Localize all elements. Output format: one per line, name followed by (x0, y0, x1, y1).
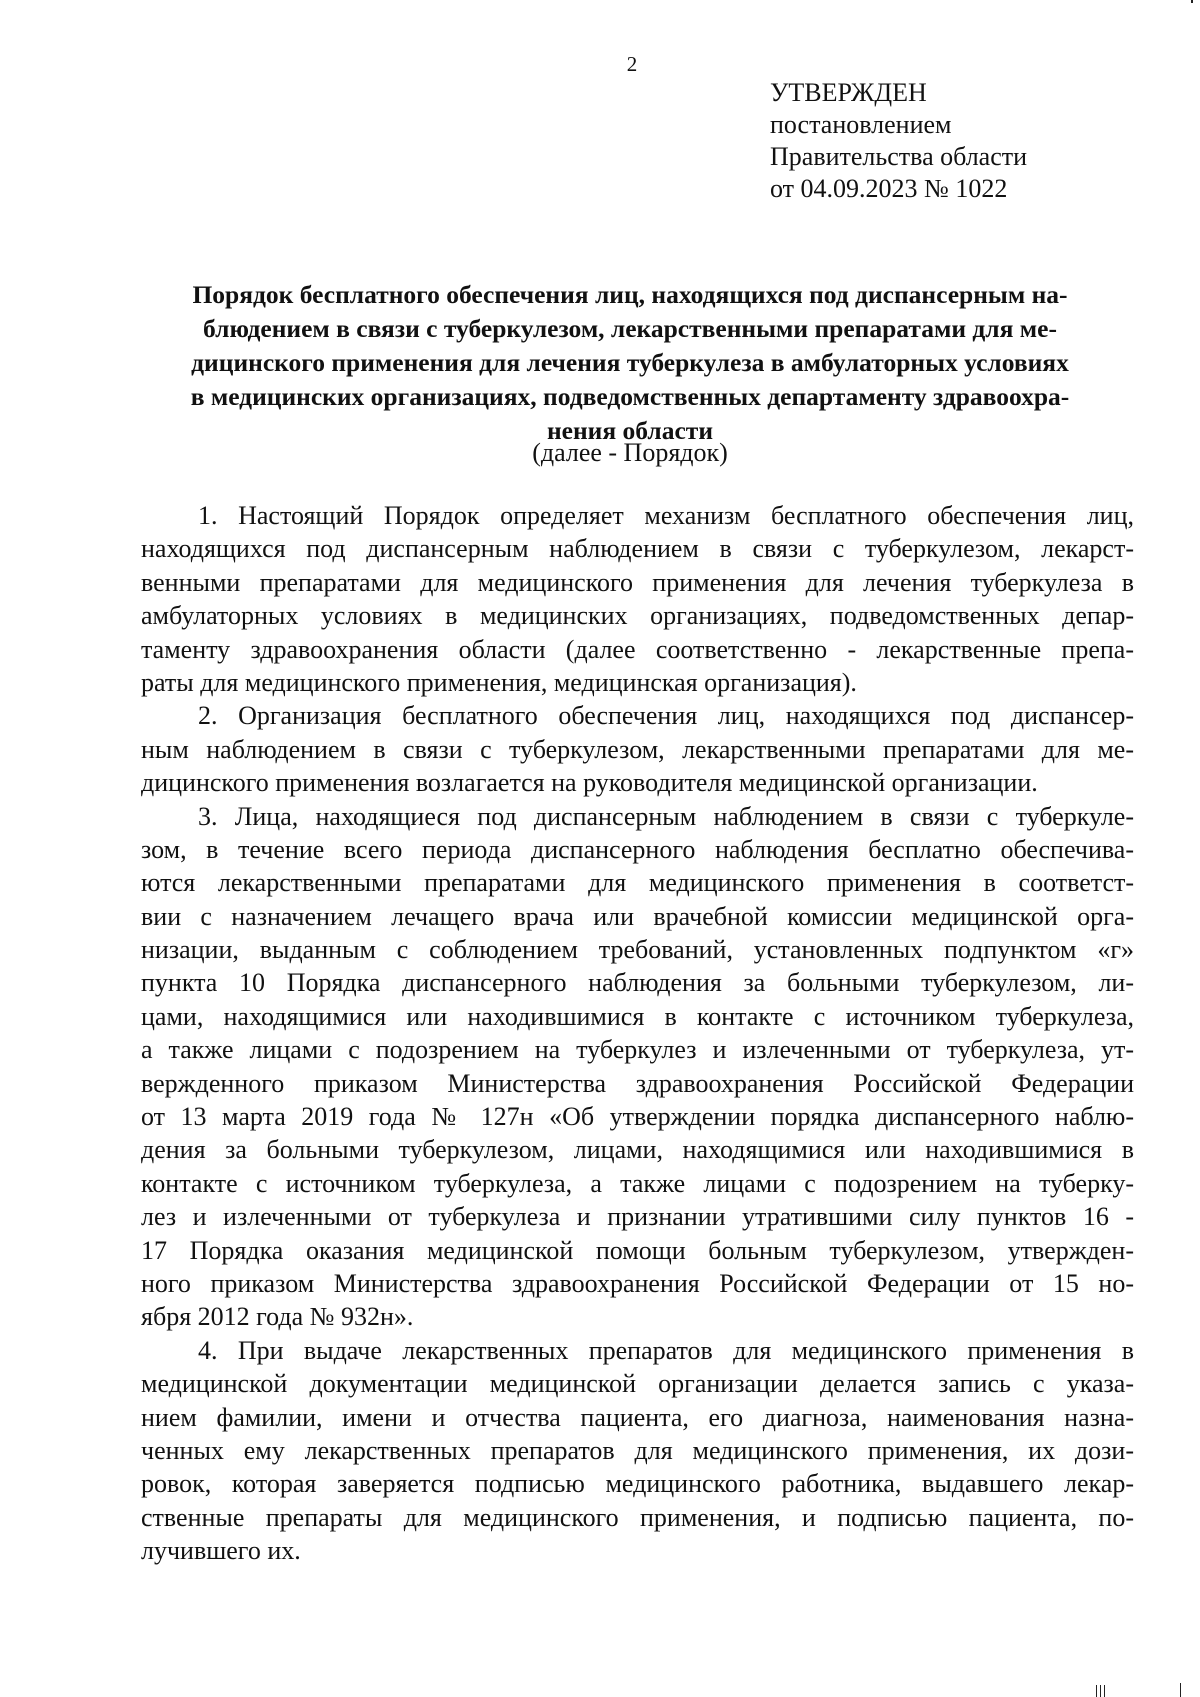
paragraph-4-line: ровок, которая заверяется подписью медицинского работника, выдавшего лекар- (141, 1469, 1134, 1499)
scan-artifact-mark (1191, 0, 1193, 3)
paragraph-3-line: ются лекарственными препаратами для медицинского применения в соответст- (141, 868, 1134, 898)
approval-stamp (770, 77, 1027, 205)
approval-line: Правительства области (770, 142, 1028, 171)
paragraph-3-line: пункта 10 Порядка диспансерного наблюдения за больными туберкулезом, ли- (141, 968, 1134, 998)
paragraph-4-line: ственные препараты для медицинского применения, и подписью пациента, по- (141, 1502, 1134, 1532)
paragraph-1-line: амбулаторных условиях в медицинских организациях, подведомственных депар- (141, 601, 1134, 631)
document-title (140, 278, 1120, 448)
approval-date-number: от 04.09.2023 № 1022 (770, 174, 1008, 203)
approval-line: постановлением (770, 110, 952, 139)
paragraph-4-line: лучившего их. (141, 1536, 301, 1566)
scan-artifact-mark (1096, 1685, 1097, 1697)
paragraph-3-line: зом, в течение всего периода диспансерного наблюдения бесплатно обеспечива- (141, 834, 1134, 864)
paragraph-2-line: 2. Организация бесплатного обеспечения лиц, находящихся под диспансер- (198, 701, 1134, 731)
paragraph-3-line: цами, находящимися или находившимися в контакте с источником туберкулеза, (141, 1001, 1134, 1031)
paragraph-3-line: дения за больными туберкулезом, лицами, находящимися или находившимися в (141, 1135, 1134, 1165)
paragraph-1-line: раты для медицинского применения, медицинская организация). (141, 667, 857, 697)
title-line: в медицинских организациях, подведомственных департаменту здравоохра- (190, 382, 1070, 411)
paragraph-2-line: ным наблюдением в связи с туберкулезом, лекарственными препаратами для ме- (141, 734, 1134, 764)
paragraph-3-line: вержденного приказом Министерства здравоохранения Российской Федерации (141, 1068, 1134, 1098)
paragraph-3-line: ного приказом Министерства здравоохранения Российской Федерации от 15 но- (141, 1268, 1134, 1298)
paragraph-3-line: а также лицами с подозрением на туберкулез и излеченными от туберкулеза, ут- (141, 1035, 1134, 1065)
paragraph-3-line: 3. Лица, находящиеся под диспансерным наблюдением в связи с туберкуле- (198, 801, 1134, 831)
title-line: нения области (546, 416, 714, 445)
title-line: Порядок бесплатного обеспечения лиц, находящихся под диспансерным на- (192, 280, 1068, 309)
document-body (141, 499, 1134, 1568)
document-subtitle: (далее - Порядок) (532, 438, 728, 467)
paragraph-4-line: нием фамилии, имени и отчества пациента, его диагноза, наименования назна- (141, 1402, 1134, 1432)
paragraph-3-line: контакте с источником туберкулеза, а также лицами с подозрением на туберку- (141, 1168, 1134, 1198)
paragraph-4-line: медицинской документации медицинской организации делается запись с указа- (141, 1369, 1134, 1399)
paragraph-3-line: лез и излеченными от туберкулеза и признании утратившими силу пунктов 16 - (141, 1202, 1134, 1232)
paragraph-3-line: от 13 марта 2019 года № 127н «Об утверждении порядка диспансерного наблю- (141, 1102, 1134, 1132)
paragraph-3-line: ября 2012 года № 932н». (141, 1302, 414, 1332)
title-line: дицинского применения для лечения туберкулеза в амбулаторных условиях (191, 348, 1069, 377)
paragraph-2-line: дицинского применения возлагается на руководителя медицинской организации. (141, 768, 1038, 798)
paragraph-1-line: находящихся под диспансерным наблюдением в связи с туберкулезом, лекарст- (141, 534, 1134, 564)
paragraph-4-line: ченных ему лекарственных препаратов для медицинского применения, их дози- (141, 1435, 1134, 1465)
paragraph-1-line: 1. Настоящий Порядок определяет механизм бесплатного обеспечения лиц, (198, 501, 1134, 530)
paragraph-3-line: низации, выданным с соблюдением требований, установленных подпунктом «г» (141, 935, 1134, 965)
scan-artifact-mark (1180, 1683, 1181, 1697)
scan-artifact-mark (1100, 1685, 1101, 1697)
page-number: 2 (626, 52, 638, 76)
title-line: блюдением в связи с туберкулезом, лекарственными препаратами для ме- (203, 314, 1057, 343)
scan-artifact-mark (1104, 1685, 1105, 1697)
paragraph-4-line: 4. При выдаче лекарственных препаратов для медицинского применения в (198, 1335, 1134, 1365)
paragraph-1-line: таменту здравоохранения области (далее соответственно - лекарственные препа- (141, 634, 1134, 664)
paragraph-3-line: 17 Порядка оказания медицинской помощи больным туберкулезом, утвержден- (141, 1235, 1134, 1265)
approval-heading: УТВЕРЖДЕН (770, 78, 927, 107)
paragraph-3-line: вии с назначением лечащего врача или врачебной комиссии медицинской орга- (141, 901, 1134, 931)
paragraph-1-line: венными препаратами для медицинского применения для лечения туберкулеза в (141, 567, 1134, 597)
